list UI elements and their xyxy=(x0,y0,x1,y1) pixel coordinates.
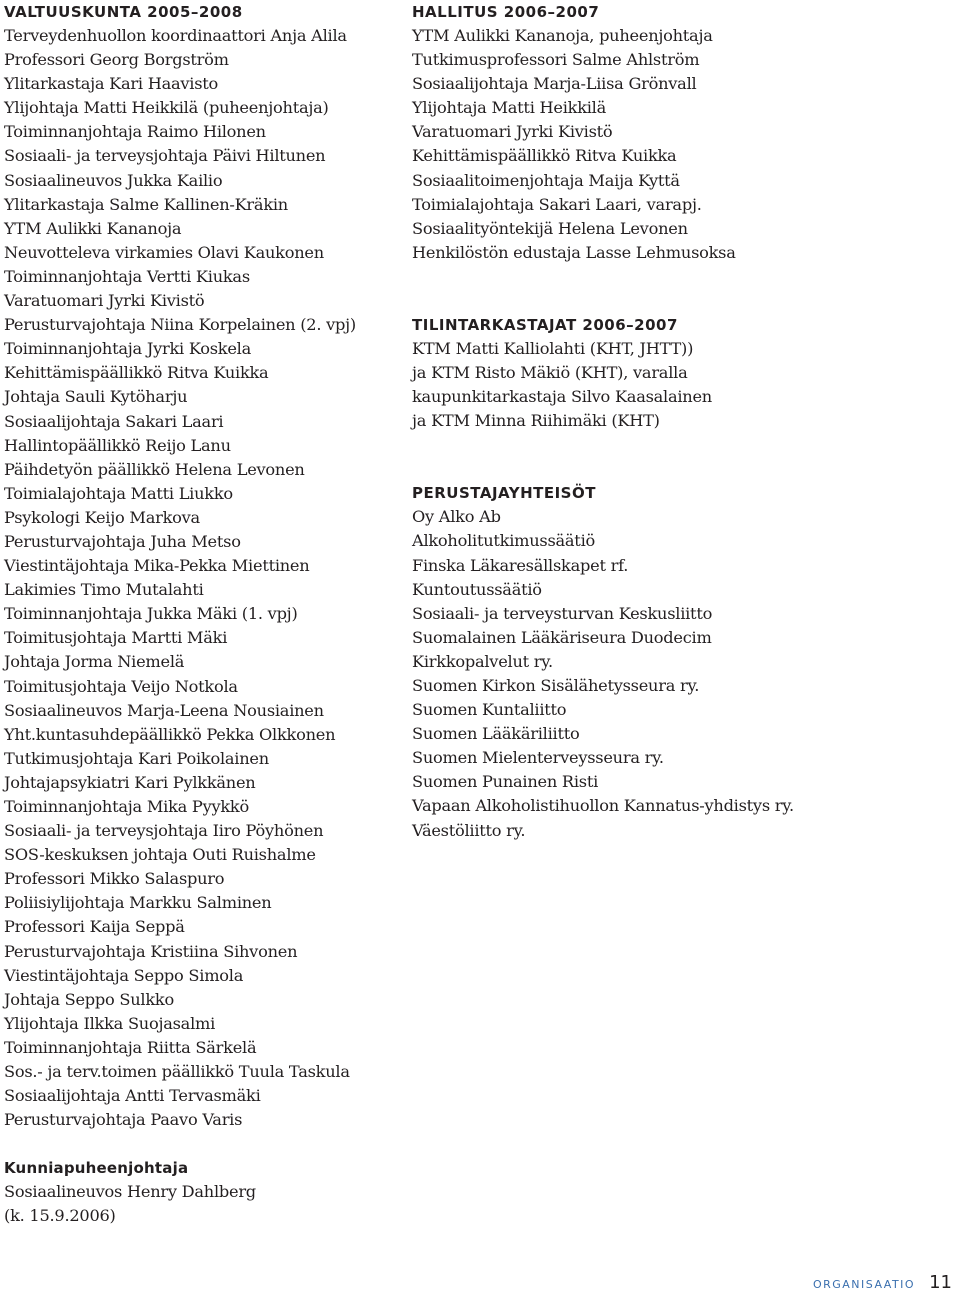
list-item: Vapaan Alkoholistihuollon Kannatus-yhdistys ry. xyxy=(412,796,794,816)
perustajayhteisot-heading: PERUSTAJAYHTEISÖT xyxy=(412,484,596,503)
list-item: Viestintäjohtaja Mika-Pekka Miettinen xyxy=(4,556,310,576)
list-item: Väestöliitto ry. xyxy=(412,820,526,840)
list-item: Toimialajohtaja Matti Liukko xyxy=(4,483,233,503)
page-number: 11 xyxy=(929,1272,952,1293)
list-item: Sos.- ja terv.toimen päällikkö Tuula Taskula xyxy=(4,1062,350,1082)
list-item: (k. 15.9.2006) xyxy=(4,1206,116,1226)
list-item: Suomalainen Lääkäriseura Duodecim xyxy=(412,627,712,647)
list-item: Psykologi Keijo Markova xyxy=(4,507,200,527)
list-item: Kehittämispäällikkö Ritva Kuikka xyxy=(4,363,269,383)
list-item: Lakimies Timo Mutalahti xyxy=(4,580,204,600)
tilintarkastajat-heading: TILINTARKASTAJAT 2006–2007 xyxy=(412,315,678,334)
list-item: YTM Aulikki Kananoja, puheenjohtaja xyxy=(412,26,713,45)
list-item: Yht.kuntasuhdepäällikkö Pekka Olkkonen xyxy=(4,724,336,744)
list-item: Sosiaalityöntekijä Helena Levonen xyxy=(412,218,688,238)
list-item: Suomen Punainen Risti xyxy=(412,772,599,792)
list-item: Kuntoutussäätiö xyxy=(412,579,542,599)
list-item: Toiminnanjohtaja Jyrki Koskela xyxy=(4,339,252,359)
list-item: Varatuomari Jyrki Kivistö xyxy=(412,122,613,142)
list-item: Sosiaalijohtaja Sakari Laari xyxy=(4,411,224,431)
list-item: Sosiaalineuvos Marja-Leena Nousiainen xyxy=(4,700,324,720)
list-item: Toiminnanjohtaja Raimo Hilonen xyxy=(4,122,266,142)
hallitus-heading: HALLITUS 2006–2007 xyxy=(412,3,600,21)
list-item: Poliisiylijohtaja Markku Salminen xyxy=(4,893,272,913)
footer-section-label: ORGANISAATIO xyxy=(812,1278,916,1291)
list-item: Kehittämispäällikkö Ritva Kuikka xyxy=(412,146,677,166)
list-item: Toiminnanjohtaja Riitta Särkelä xyxy=(4,1037,257,1057)
list-item: Professori Georg Borgström xyxy=(4,50,229,70)
right-column xyxy=(412,0,952,843)
list-item: Sosiaali- ja terveysturvan Keskusliitto xyxy=(412,603,713,623)
list-item: Professori Kaija Seppä xyxy=(4,917,185,937)
list-item: Sosiaali- ja terveysjohtaja Iiro Pöyhönen xyxy=(4,821,324,841)
list-item: Sosiaalineuvos Jukka Kailio xyxy=(4,170,223,190)
perustajayhteisot-list xyxy=(412,505,952,842)
list-item: Kirkkopalvelut ry. xyxy=(412,651,553,671)
list-item: Neuvotteleva virkamies Olavi Kaukonen xyxy=(4,242,324,262)
list-item: YTM Aulikki Kananoja xyxy=(4,218,182,238)
list-item: SOS-keskuksen johtaja Outi Ruishalme xyxy=(4,845,316,865)
list-item: Alkoholitutkimussäätiö xyxy=(412,531,595,551)
list-item: Toimialajohtaja Sakari Laari, varapj. xyxy=(412,194,702,214)
list-item: Perusturvajohtaja Kristiina Sihvonen xyxy=(4,941,298,961)
list-item: Toimitusjohtaja Martti Mäki xyxy=(4,628,228,648)
list-item: Päihdetyön päällikkö Helena Levonen xyxy=(4,459,305,479)
list-item: Tutkimusjohtaja Kari Poikolainen xyxy=(4,748,269,768)
list-item: Perusturvajohtaja Paavo Varis xyxy=(4,1110,243,1130)
list-item: Hallintopäällikkö Reijo Lanu xyxy=(4,435,231,455)
list-item: Toiminnanjohtaja Mika Pyykkö xyxy=(4,797,249,816)
list-item: Suomen Kuntaliitto xyxy=(412,700,567,720)
list-item: ja KTM Minna Riihimäki (KHT) xyxy=(412,411,660,431)
list-item: Suomen Kirkon Sisälähetysseura ry. xyxy=(412,675,700,695)
list-item: Perusturvajohtaja Juha Metso xyxy=(4,531,241,551)
list-item: Finska Läkaresällskapet rf. xyxy=(412,555,629,575)
list-item: Johtajapsykiatri Kari Pylkkänen xyxy=(4,772,256,792)
list-item: Sosiaalijohtaja Marja-Liisa Grönvall xyxy=(412,74,697,94)
list-item: Tutkimusprofessori Salme Ahlström xyxy=(412,50,700,70)
list-item: Ylijohtaja Matti Heikkilä (puheenjohtaja) xyxy=(4,98,329,118)
list-item: KTM Matti Kalliolahti (KHT, JHTT)) xyxy=(412,338,694,358)
list-item: Johtaja Seppo Sulkko xyxy=(4,989,174,1009)
valtuuskunta-list xyxy=(4,24,404,1132)
list-item: Professori Mikko Salaspuro xyxy=(4,869,225,889)
list-item: Ylijohtaja Ilkka Suojasalmi xyxy=(4,1013,216,1033)
list-item: Suomen Mielenterveysseura ry. xyxy=(412,748,664,768)
tilintarkastajat-list xyxy=(412,337,952,433)
list-item: Toiminnanjohtaja Vertti Kiukas xyxy=(4,266,250,286)
list-item: ja KTM Risto Mäkiö (KHT), varalla xyxy=(412,363,688,383)
kunniapuheenjohtaja-list xyxy=(4,1180,404,1228)
list-item: Henkilöstön edustaja Lasse Lehmusoksa xyxy=(412,242,736,262)
list-item: Ylijohtaja Matti Heikkilä xyxy=(412,98,607,118)
list-item: Toiminnanjohtaja Jukka Mäki (1. vpj) xyxy=(4,604,298,624)
left-column xyxy=(4,0,404,1229)
list-item: Ylitarkastaja Salme Kallinen-Kräkin xyxy=(4,194,288,214)
list-item: kaupunkitarkastaja Silvo Kaasalainen xyxy=(412,387,712,407)
valtuuskunta-heading: VALTUUSKUNTA 2005–2008 xyxy=(4,3,243,21)
list-item: Perusturvajohtaja Niina Korpelainen (2. vpj) xyxy=(4,315,356,335)
list-item: Johtaja Jorma Niemelä xyxy=(4,652,185,672)
page-footer xyxy=(813,1272,952,1293)
list-item: Ylitarkastaja Kari Haavisto xyxy=(4,74,219,94)
hallitus-list xyxy=(412,24,952,265)
kunniapuheenjohtaja-heading: Kunniapuheenjohtaja xyxy=(4,1159,189,1178)
list-item: Suomen Lääkäriliitto xyxy=(412,724,580,744)
list-item: Sosiaalitoimenjohtaja Maija Kyttä xyxy=(412,170,680,190)
list-item: Toimitusjohtaja Veijo Notkola xyxy=(4,676,238,696)
list-item: Viestintäjohtaja Seppo Simola xyxy=(4,965,244,985)
list-item: Sosiaalineuvos Henry Dahlberg xyxy=(4,1182,256,1202)
list-item: Johtaja Sauli Kytöharju xyxy=(4,387,188,407)
list-item: Oy Alko Ab xyxy=(412,507,501,527)
list-item: Varatuomari Jyrki Kivistö xyxy=(4,291,205,311)
list-item: Terveydenhuollon koordinaattori Anja Alila xyxy=(4,26,347,45)
list-item: Sosiaalijohtaja Antti Tervasmäki xyxy=(4,1086,261,1106)
list-item: Sosiaali- ja terveysjohtaja Päivi Hiltunen xyxy=(4,146,326,166)
